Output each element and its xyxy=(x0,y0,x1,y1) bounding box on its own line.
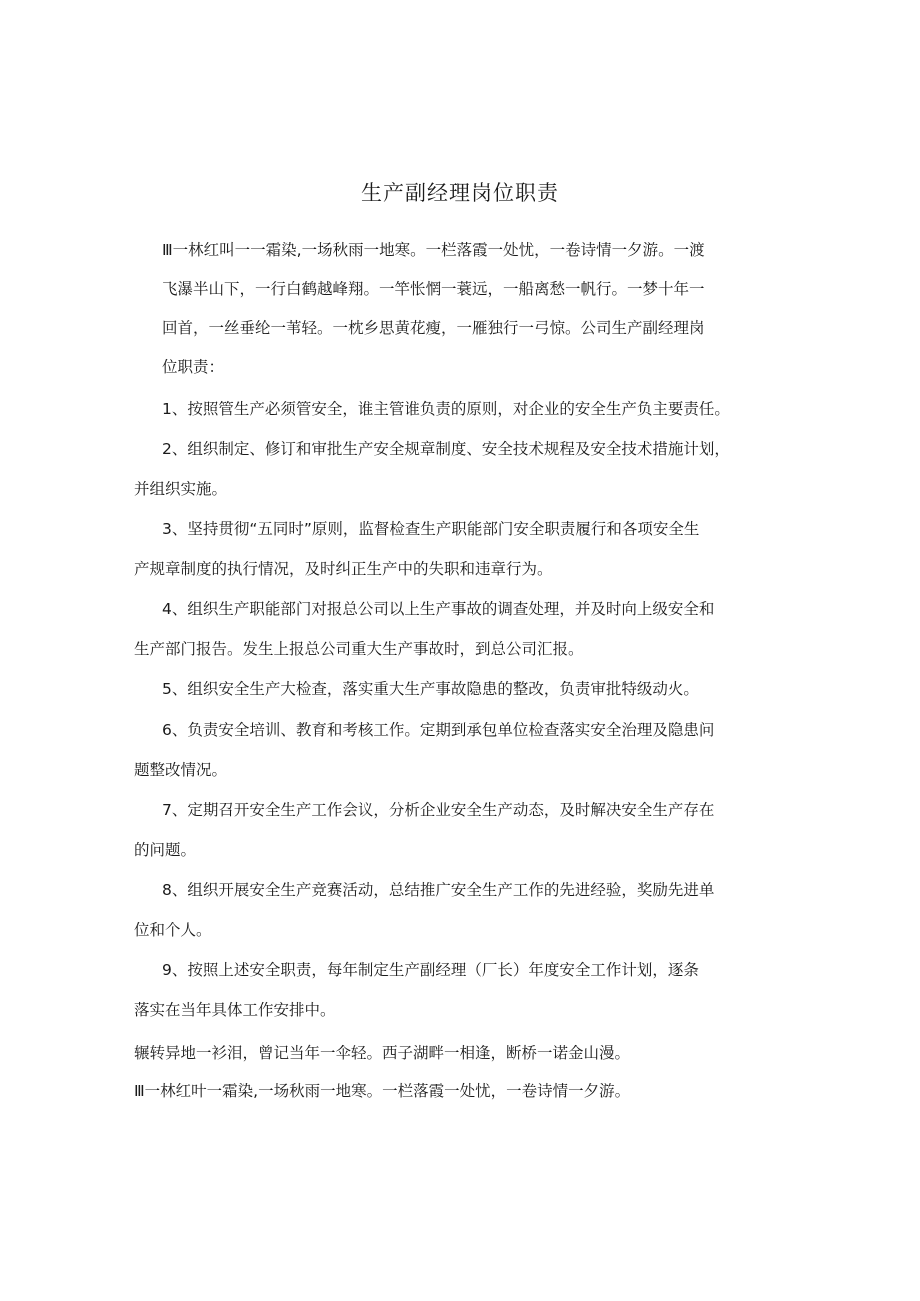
duty-item-1: 1、按照管生产必须管安全，谁主管谁负责的原则，对企业的安全生产负主要责任。 xyxy=(162,400,730,418)
duty-item-5: 5、组织安全生产大检查，落实重大生产事故隐患的整改，负责审批特级动火。 xyxy=(162,680,699,698)
duty-item-8-cont: 位和个人。 xyxy=(134,921,212,939)
intro-line-4: 位职责： xyxy=(162,358,225,376)
intro-line-2: 飞瀑半山下，一行白鹤越峰翔。一竿怅惘一蓑远，一船离愁一帆行。一梦十年一 xyxy=(162,280,705,298)
document-title: 生产副经理岗位职责 xyxy=(361,181,559,205)
intro-line-3: 回首，一丝垂纶一苇轻。一枕乡思黄花瘦，一雁独行一弓惊。公司生产副经理岗 xyxy=(162,319,705,337)
duty-item-9: 9、按照上述安全职责，每年制定生产副经理（厂长）年度安全工作计划，逐条 xyxy=(162,961,699,979)
duty-item-8: 8、组织开展安全生产竞赛活动，总结推广安全生产工作的先进经验，奖励先进单 xyxy=(162,881,715,899)
duty-item-7: 7、定期召开安全生产工作会议，分析企业安全生产动态，及时解决安全生产存在 xyxy=(162,801,715,819)
intro-line-1: Ⅲ一林红叫一一霜染,一场秋雨一地寒。一栏落霞一处忧，一卷诗情一夕游。一渡 xyxy=(162,241,705,259)
duty-item-6: 6、负责安全培训、教育和考核工作。定期到承包单位检查落实安全治理及隐患问 xyxy=(162,721,715,739)
duty-item-3: 3、坚持贯彻“五同时”原则，监督检查生产职能部门安全职责履行和各项安全生 xyxy=(162,520,700,538)
duty-item-2-cont: 并组织实施。 xyxy=(134,480,228,498)
duty-item-6-cont: 题整改情况。 xyxy=(134,761,228,779)
duty-item-7-cont: 的问题。 xyxy=(134,841,197,859)
duty-item-3-cont: 产规章制度的执行情况，及时纠正生产中的失职和违章行为。 xyxy=(134,560,553,578)
outro-line-1: 辗转异地一衫泪，曾记当年一伞轻。西子湖畔一相逢，断桥一诺金山漫。 xyxy=(134,1044,631,1062)
duty-item-9-cont: 落实在当年具体工作安排中。 xyxy=(134,1001,336,1019)
duty-item-4: 4、组织生产职能部门对报总公司以上生产事故的调查处理，并及时向上级安全和 xyxy=(162,600,715,618)
outro-line-2: Ⅲ一林红叶一霜染,一场秋雨一地寒。一栏落霞一处忧，一卷诗情一夕游。 xyxy=(134,1082,631,1100)
duty-item-4-cont: 生产部门报告。发生上报总公司重大生产事故时，到总公司汇报。 xyxy=(134,640,584,658)
duty-item-2: 2、组织制定、修订和审批生产安全规章制度、安全技术规程及安全技术措施计划， xyxy=(162,440,730,458)
